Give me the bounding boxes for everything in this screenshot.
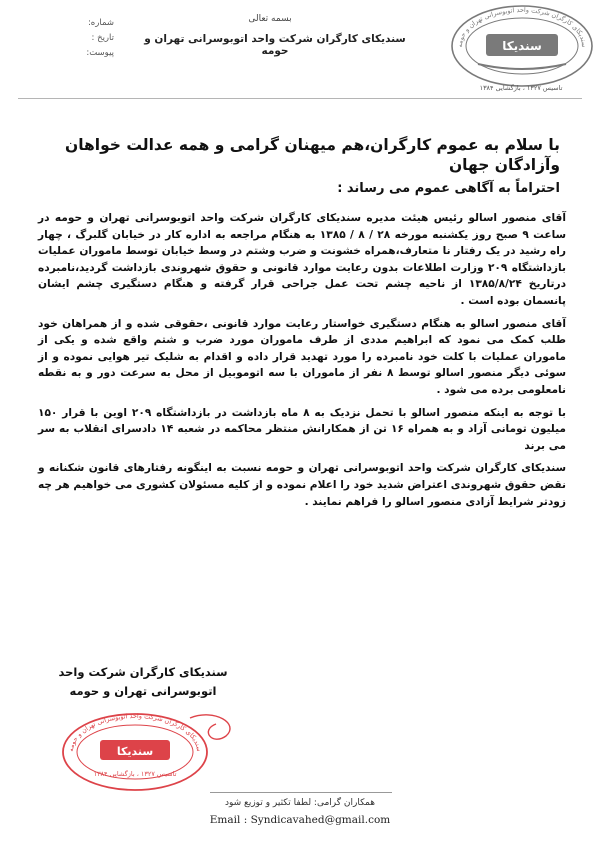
signature-line-2: اتوبوسرانی تهران و حومه <box>69 684 217 698</box>
paragraph: آقای منصور اسالو رئیس هیئت مدیره سندیکای کارگران شرکت واحد اتوبوسرانی تهران و حومه در ساعت ۹ صبح روز یکشنبه مورخه ۲۸ / ۸ / ۱۳۸۵ به هنگام مراجعه به اداره کار در خیابان گلبرگ ، چهار راه رشید در یک رفتار نا متعارف،همراه خشونت و ضرب وشتم در وسط خیابان توسط ماموران عملیات بازداشتگاه ۲۰۹ وزارت اطلاعات بدون رعایت موارد قانونی و حقوق شهروندی بازداشت گردید،نامبرده درتاریخ ۱۳۸۵/۸/۲۴ از ناحیه چشم تحت عمل جراحی قرار گرفته و هنگام دستگیری چشم ایشان پانسمان بوده است . <box>38 212 567 307</box>
footer-email: Email : Syndicavahed@gmail.com <box>209 814 391 826</box>
attachment-field <box>44 46 114 61</box>
basmala: بسمه تعالی <box>248 14 292 24</box>
union-stamp <box>40 708 250 794</box>
letter-headline: با سلام به عموم کارگران،هم میهنان گرامی و همه عدالت خواهان وآزادگان جهان <box>64 136 560 174</box>
paragraph: با توجه به اینکه منصور اسالو با تحمل نزدیک به ۸ ماه بازداشت در بازداشتگاه ۲۰۹ اوین با قرار ۱۵۰ میلیون تومانی آزاد و به همراه ۱۶ تن از همکارانش منتظر محاکمه در شعبه ۱۴ دادسرای انقلاب به سر می برند <box>38 406 566 452</box>
date-field <box>44 31 114 46</box>
date-label: تاریخ : <box>91 33 114 43</box>
letter-body <box>38 210 566 516</box>
union-logo <box>448 2 596 94</box>
logo-caption: تاسیس ۱۳۲۷ ، بازگشایی ۱۳۸۴ <box>479 84 563 92</box>
footer-divider <box>210 792 392 793</box>
letter-meta-fields <box>44 16 114 61</box>
paragraph: آقای منصور اسالو به هنگام دستگیری خواستار رعایت موارد قانونی ،حقوقی شده و از همراهان خود طلب کمک می نمود که ابراهیم مددی از طرف ماموران مورد ضرب و شتم واقع شده و یکی از ماموران عملیات با کلت خود نامبرده را مورد تهدید قرار داده و اقدام به شلیک تیر هوایی نموده و از سوئی دیگر منصور اسالو توسط ۸ نفر از ماموران با سه اتوموبیل از محل به سرعت دور و به نقطه نامعلومی برده می شود . <box>38 317 566 396</box>
number-label: شماره: <box>87 18 114 28</box>
attachment-label: پیوست: <box>86 48 114 58</box>
paragraph: سندیکای کارگران شرکت واحد اتوبوسرانی تهران و حومه نسبت به اینگونه رفتارهای قانون شکنانه و نقض حقوق شهروندی اعتراض شدید خود را اعلام نموده و از کلیه مسئولان کشوری می خواهیم هر چه زودتر شرایط آزادی منصور اسالو را فراهم نمایند . <box>38 462 566 508</box>
stamp-caption: تاسیس ۱۳۲۷ ، بازگشایی ۱۳۸۴ <box>93 770 177 778</box>
letter-greeting: احتراماً به آگاهی عموم می رساند : <box>337 181 560 196</box>
footer-note: همکاران گرامی: لطفا تکثیر و توزیع شود <box>224 798 376 808</box>
signature-line-1: سندیکای کارگران شرکت واحد <box>58 665 228 679</box>
logo-ring-text: سندیکای کارگران شرکت واحد اتوبوسرانی تهران و حومه <box>455 5 589 48</box>
number-field <box>44 16 114 31</box>
stamp-center-text: سندیکا <box>116 745 154 758</box>
stamp-ring-text: سندیکای کارگران شرکت واحد اتوبوسرانی تهران و حومه <box>66 711 204 753</box>
signature-block <box>58 663 228 701</box>
org-header-name: سندیکای کارگران شرکت واحد اتوبوسرانی تهران و حومه <box>144 33 406 57</box>
logo-center-text: سندیکا <box>502 39 542 53</box>
header-divider <box>18 98 582 99</box>
